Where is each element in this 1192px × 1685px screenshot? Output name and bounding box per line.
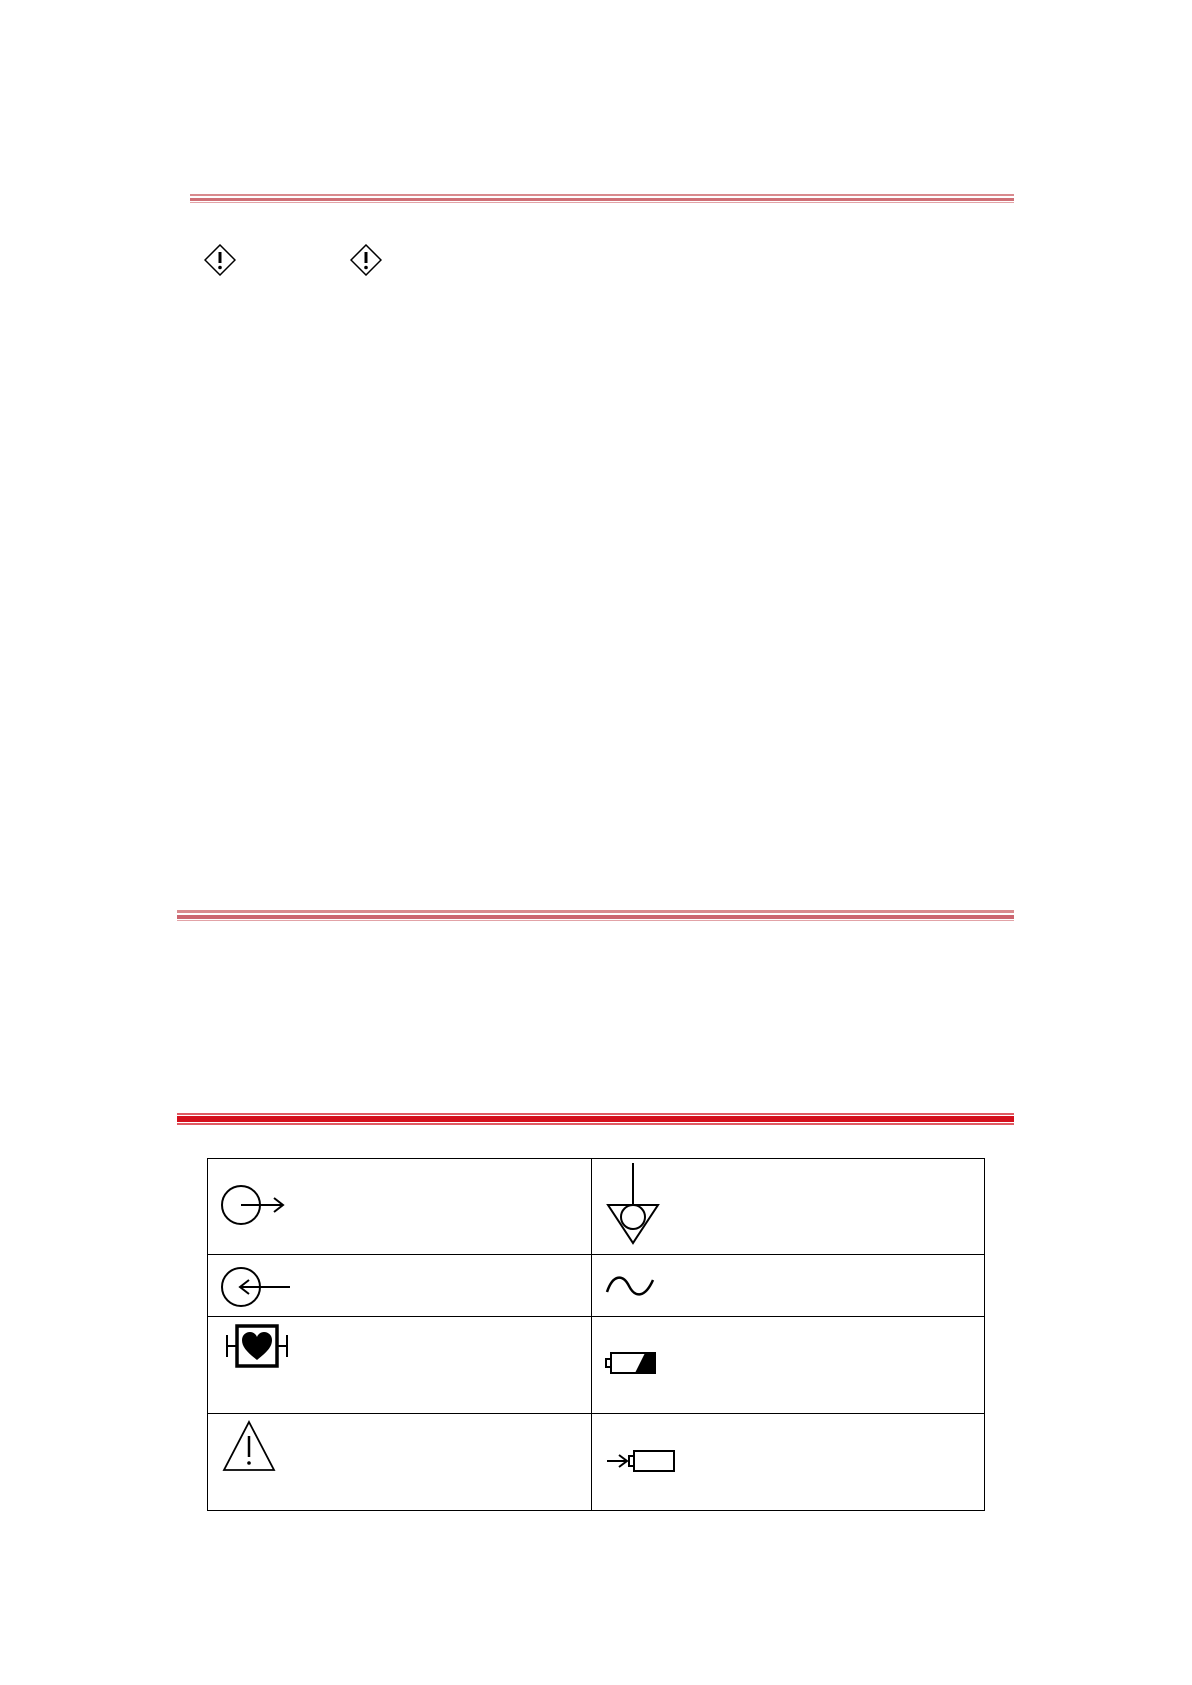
table-row (208, 1159, 985, 1255)
table-row (208, 1255, 985, 1317)
table-cell (592, 1317, 985, 1414)
table-row (208, 1414, 985, 1511)
caution-diamond-icon (204, 244, 236, 276)
alternating-current-icon (605, 1272, 655, 1300)
section-rule-middle (177, 910, 1014, 922)
table-row (208, 1317, 985, 1414)
table-cell (208, 1255, 592, 1317)
table-cell (208, 1317, 592, 1414)
section-rule-bottom (177, 1113, 1014, 1126)
battery-charging-icon (605, 1448, 677, 1474)
table-cell (592, 1255, 985, 1317)
low-battery-icon (605, 1352, 657, 1374)
defibrillation-proof-cf-icon (224, 1323, 290, 1369)
table-cell (208, 1159, 592, 1255)
input-signal-icon (220, 1265, 292, 1309)
caution-diamond-icon (350, 244, 382, 276)
section-rule-top (190, 194, 1014, 204)
equipotential-ground-icon (605, 1159, 661, 1245)
table-cell (592, 1159, 985, 1255)
table-cell (208, 1414, 592, 1511)
warning-triangle-icon (222, 1420, 276, 1472)
output-signal-icon (220, 1184, 286, 1226)
symbol-table (207, 1158, 985, 1511)
table-cell (592, 1414, 985, 1511)
